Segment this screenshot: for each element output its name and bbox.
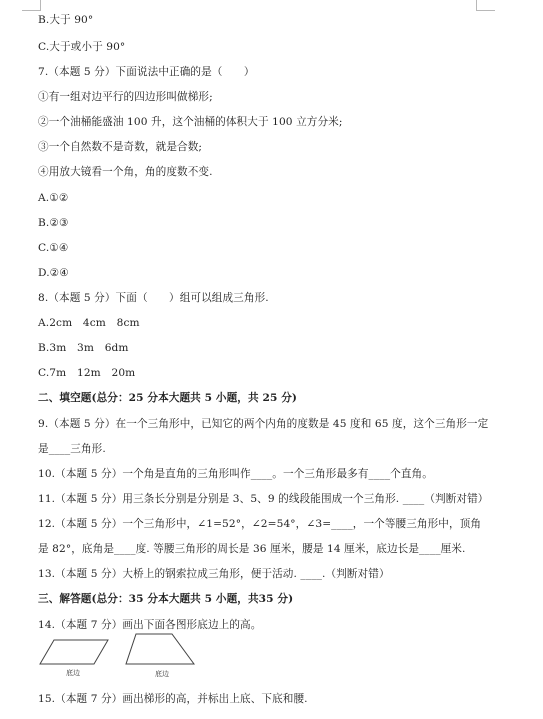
section-2-heading: 二、填空题(总分：25 分本大题共 5 小题，共 25 分) <box>38 392 298 404</box>
q7-stem: 7.（本题 5 分）下面说法中正确的是（ ） <box>38 66 255 78</box>
q8-option-a: A.2cm 4cm 8cm <box>38 317 140 329</box>
q7-option-a: A.①② <box>38 192 69 204</box>
q7-statement-2: ②一个油桶能盛油 100 升，这个油桶的体积大于 100 立方分米; <box>38 116 343 128</box>
q12-stem-line-2: 是 82°，底角是____度. 等腰三角形的周长是 36 厘米，腰是 14 厘米，底边长是____厘米. <box>38 543 466 555</box>
q7-option-b: B.②③ <box>38 217 69 229</box>
q11-stem: 11.（本题 5 分）用三条长分别是分别是 3、5、9 的线段能围成一个三角形. ____（判断对错） <box>38 493 489 505</box>
q7-statement-1: ①有一组对边平行的四边形叫做梯形; <box>38 91 213 103</box>
q6-option-b: B.大于 90° <box>38 14 94 26</box>
q15-stem: 15.（本题 7 分）画出梯形的高，并标出上底、下底和腰. <box>38 693 308 705</box>
parallelogram-figure <box>40 640 108 664</box>
q7-option-c: C.①④ <box>38 242 69 254</box>
q13-stem: 13.（本题 5 分）大桥上的钢索拉成三角形，便于活动. ____.（判断对错） <box>38 568 390 580</box>
page-corner-mark-right <box>476 0 495 11</box>
q7-statement-3: ③一个自然数不是奇数，就是合数; <box>38 141 203 153</box>
q7-statement-4: ④用放大镜看一个角，角的度数不变. <box>38 166 213 178</box>
page-corner-mark-left <box>22 0 41 11</box>
q8-stem: 8.（本题 5 分）下面（ ）组可以组成三角形. <box>38 292 269 304</box>
q6-option-c: C.大于或小于 90° <box>38 41 126 53</box>
q12-stem-line-1: 12.（本题 5 分）一个三角形中，∠1=52°，∠2=54°，∠3=____，一个等腰三角形中，顶角 <box>38 518 482 530</box>
q14-stem: 14.（本题 7 分）画出下面各图形底边上的高。 <box>38 619 262 631</box>
trapezoid-base-label: 底边 <box>155 670 169 678</box>
q14-figures <box>36 632 206 684</box>
parallelogram-base-label: 底边 <box>66 669 80 677</box>
q10-stem: 10.（本题 5 分）一个角是直角的三角形叫作____。一个三角形最多有____个直角。 <box>38 468 433 480</box>
q9-stem-line-2: 是____三角形. <box>38 443 106 455</box>
q8-option-b: B.3m 3m 6dm <box>38 342 129 354</box>
section-3-heading: 三、解答题(总分：35 分本大题共 5 小题，共35 分) <box>38 593 294 605</box>
trapezoid-figure <box>126 634 194 664</box>
q7-option-d: D.②④ <box>38 267 69 279</box>
q9-stem-line-1: 9.（本题 5 分）在一个三角形中，已知它的两个内角的度数是 45 度和 65 度，这个三角形一定 <box>38 418 489 430</box>
q8-option-c: C.7m 12m 20m <box>38 367 136 379</box>
